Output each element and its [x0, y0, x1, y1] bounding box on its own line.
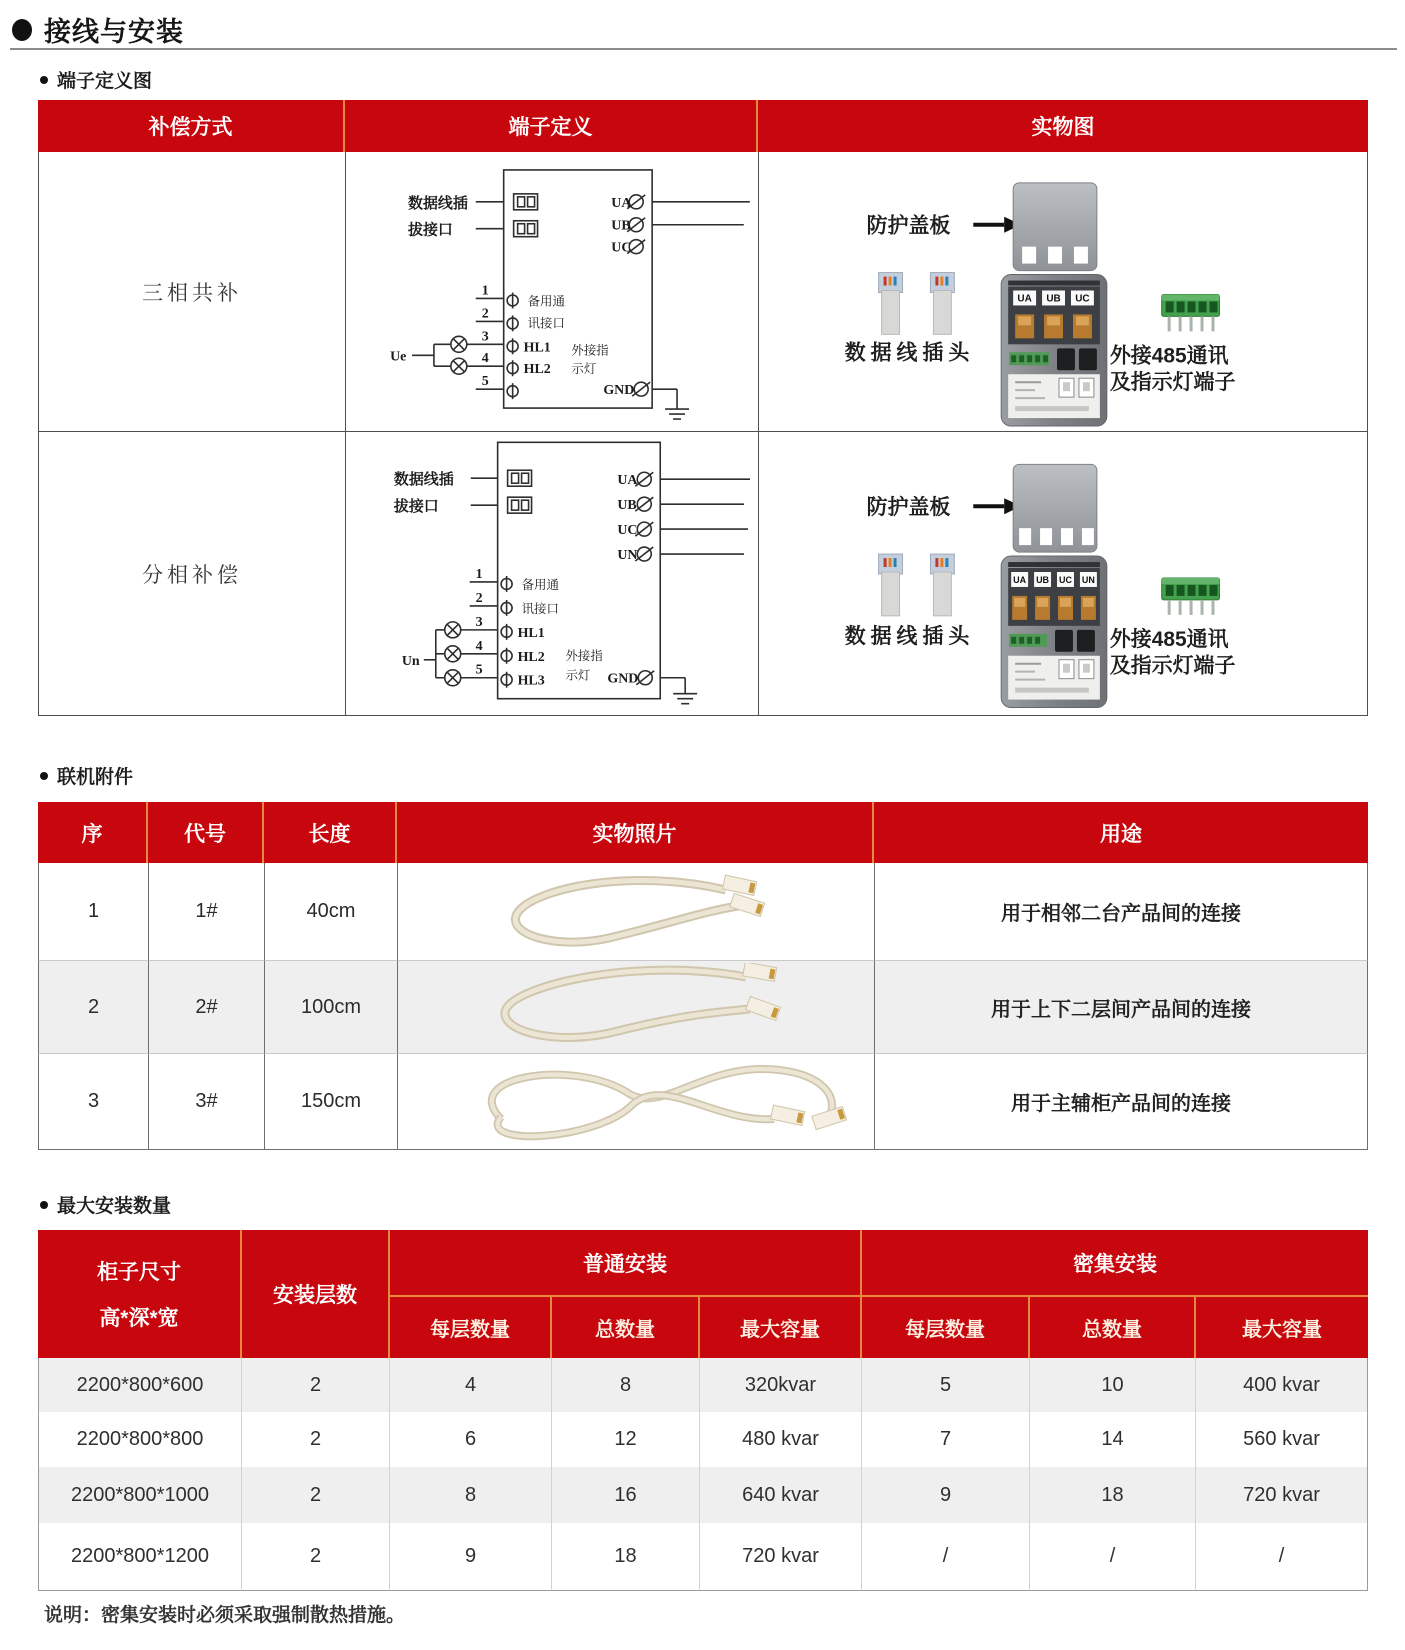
table-cell: /: [1196, 1523, 1368, 1591]
svg-text:HL1: HL1: [517, 625, 545, 641]
wiring-diagram-cell-split-phase: [345, 432, 758, 716]
section-install-label: 最大安装数量: [57, 1196, 172, 1217]
svg-text:4: 4: [481, 351, 489, 367]
svg-text:UC: UC: [1059, 574, 1072, 585]
cable-photo-cell: [397, 961, 874, 1054]
svg-text:3: 3: [475, 614, 483, 630]
header-max-capacity: 最大容量: [700, 1297, 862, 1358]
voltage-label: Un: [401, 653, 420, 669]
wiring-diagram-split-phase: [346, 432, 758, 715]
plug-label: 数据线插头: [844, 341, 975, 365]
section-accessories-label: 联机附件: [57, 767, 134, 788]
column-header-photo: 实物图: [758, 100, 1368, 152]
svg-text:UN: UN: [1081, 574, 1095, 585]
table-cell: 2200*800*800: [38, 1412, 242, 1467]
table-cell: 720 kvar: [700, 1523, 862, 1591]
bullet-icon: [40, 76, 48, 84]
table-cell: 5: [862, 1358, 1030, 1412]
table-cell: 2: [242, 1467, 390, 1523]
svg-text:讯接口: 讯接口: [521, 601, 559, 616]
header-max-capacity: 最大容量: [1196, 1297, 1368, 1358]
table-cell: 2200*800*1200: [38, 1523, 242, 1591]
product-photo-split-phase: [759, 432, 1367, 715]
table-cell: 400 kvar: [1196, 1358, 1368, 1412]
svg-text:1: 1: [475, 566, 483, 582]
page-title-text: 接线与安装: [44, 17, 184, 47]
table-cell: 2200*800*600: [38, 1358, 242, 1412]
column-header-terminal: 端子定义: [345, 100, 758, 152]
table-cell: 16: [552, 1467, 700, 1523]
table-cell: 18: [1030, 1467, 1196, 1523]
header-per-layer: 每层数量: [390, 1297, 552, 1358]
table-cell: 640 kvar: [700, 1467, 862, 1523]
table-cell: 40cm: [264, 863, 397, 961]
svg-text:UB: UB: [1046, 293, 1061, 305]
column-header-mode: 补偿方式: [38, 100, 345, 152]
table-cell: /: [1030, 1523, 1196, 1591]
cable-photo-cell: [397, 1054, 874, 1150]
column-header-code: 代号: [148, 802, 264, 863]
rj-port-icon: [508, 497, 532, 513]
table-cell: 14: [1030, 1412, 1196, 1467]
photo-cell-split-phase: [758, 432, 1368, 716]
svg-text:4: 4: [475, 638, 483, 654]
svg-text:HL3: HL3: [517, 673, 545, 689]
use-cell: 用于上下二层间产品间的连接: [874, 961, 1368, 1054]
table-cell: 8: [552, 1358, 700, 1412]
svg-text:UC: UC: [617, 523, 638, 539]
header-layers: 安装层数: [242, 1230, 390, 1358]
svg-text:5: 5: [481, 374, 489, 390]
rj-plug-photo: [879, 273, 955, 335]
rj-port-icon: [514, 194, 538, 210]
section-terminal-label: 端子定义图: [57, 71, 153, 92]
table-cell: 7: [862, 1412, 1030, 1467]
table-cell: 2: [242, 1358, 390, 1412]
svg-text:UN: UN: [617, 548, 638, 564]
svg-text:3: 3: [481, 329, 489, 345]
wiring-diagram-cell-three-phase: [345, 152, 758, 432]
header-cabinet-size: 柜子尺寸 高*深*宽: [38, 1230, 242, 1358]
ground-icon: [665, 409, 689, 419]
table-cell: 1#: [148, 863, 264, 961]
terminal-ub: UB: [611, 218, 631, 234]
lamp-icon: [445, 622, 461, 686]
column-header-photo: 实物照片: [397, 802, 874, 863]
table-cell: 320kvar: [700, 1358, 862, 1412]
terminal-definition-table: [38, 100, 1368, 716]
section-install-title: [40, 1191, 171, 1218]
device-photo: [1001, 556, 1107, 708]
cable-connector: [730, 893, 765, 916]
comm-label: 外接485通讯: [1109, 627, 1229, 651]
ground-icon: [673, 694, 697, 704]
mode-cell-three-phase: 三相共补: [38, 152, 345, 432]
lamp-icon: [451, 336, 467, 374]
table-cell: 2: [38, 961, 148, 1054]
svg-text:UB: UB: [1036, 574, 1050, 585]
svg-text:HL1: HL1: [523, 340, 551, 356]
plug-label: 数据线插头: [844, 624, 975, 648]
protective-cover: [1013, 464, 1097, 552]
use-cell: 用于相邻二台产品间的连接: [874, 863, 1368, 961]
table-cell: 8: [390, 1467, 552, 1523]
table-cell: 480 kvar: [700, 1412, 862, 1467]
rj-port-icon: [514, 221, 538, 237]
cover-label: 防护盖板: [866, 214, 951, 238]
svg-text:外接指: 外接指: [571, 343, 609, 358]
table-cell: 1: [38, 863, 148, 961]
port-label: 数据线插: [393, 471, 454, 489]
table-cell: 560 kvar: [1196, 1412, 1368, 1467]
column-header-length: 长度: [264, 802, 397, 863]
gnd-label: GND: [603, 383, 635, 399]
svg-text:5: 5: [475, 662, 483, 678]
voltage-label: Ue: [390, 349, 407, 365]
terminal-circle-icon: [501, 576, 512, 688]
svg-text:UA: UA: [1013, 574, 1027, 585]
bullet-icon: [40, 1201, 48, 1209]
use-cell: 用于主辅柜产品间的连接: [874, 1054, 1368, 1150]
cable-photo-cell: [397, 863, 874, 961]
table-cell: 2200*800*1000: [38, 1467, 242, 1523]
table-cell: 2: [242, 1523, 390, 1591]
title-divider: [10, 48, 1397, 50]
cable-connector: [746, 996, 781, 1020]
header-per-layer: 每层数量: [862, 1297, 1030, 1358]
svg-text:示灯: 示灯: [565, 668, 591, 683]
svg-text:UA: UA: [1017, 293, 1032, 305]
gnd-label: GND: [607, 671, 639, 687]
header-group-normal: 普通安装: [390, 1230, 862, 1297]
terminal-ua: UA: [611, 195, 632, 211]
svg-text:UA: UA: [617, 473, 638, 489]
page-title: [12, 10, 184, 49]
table-cell: /: [862, 1523, 1030, 1591]
table-cell: 6: [390, 1412, 552, 1467]
comm-label: 及指示灯端子: [1109, 654, 1236, 678]
accessories-table: [38, 802, 1368, 1150]
rj-plug-photo: [879, 554, 955, 616]
mode-cell-split-phase: 分相补偿: [38, 432, 345, 716]
terminal-circle-icon: [507, 292, 518, 399]
table-cell: 18: [552, 1523, 700, 1591]
bullet-icon: [12, 19, 32, 41]
table-cell: 4: [390, 1358, 552, 1412]
svg-text:HL2: HL2: [517, 649, 545, 665]
product-photo-three-phase: [759, 152, 1367, 431]
max-installation-table: [38, 1230, 1368, 1591]
terminal-clamps: [1015, 314, 1092, 338]
green-terminal-block: [1162, 578, 1220, 615]
cover-label: 防护盖板: [866, 496, 951, 520]
comm-label: 外接485通讯: [1109, 344, 1229, 368]
column-header-use: 用途: [874, 802, 1368, 863]
svg-text:1: 1: [481, 283, 489, 299]
cable-connector: [723, 875, 757, 895]
rj-port-icon: [508, 470, 532, 486]
table-cell: 3: [38, 1054, 148, 1150]
svg-text:备用通: 备用通: [521, 577, 559, 592]
svg-text:HL2: HL2: [523, 362, 551, 378]
green-terminal-block: [1162, 294, 1220, 331]
table-cell: 2: [242, 1412, 390, 1467]
table-cell: 12: [552, 1412, 700, 1467]
cable-connector: [743, 963, 777, 981]
wiring-diagram-three-phase: [346, 152, 758, 431]
table-cell: 3#: [148, 1054, 264, 1150]
svg-text:备用通: 备用通: [527, 294, 565, 309]
cable-photo-100cm: [406, 963, 866, 1051]
svg-text:外接指: 外接指: [565, 648, 603, 663]
protective-cover: [1013, 183, 1097, 271]
header-group-dense: 密集安装: [862, 1230, 1368, 1297]
table-cell: 150cm: [264, 1054, 397, 1150]
comm-label: 及指示灯端子: [1109, 371, 1236, 395]
cable-photo-40cm: [406, 866, 866, 958]
port-label: 拔接口: [393, 498, 439, 516]
svg-text:UC: UC: [1075, 293, 1090, 305]
cable-connector: [771, 1105, 805, 1125]
table-cell: 10: [1030, 1358, 1196, 1412]
photo-cell-three-phase: [758, 152, 1368, 432]
header-total: 总数量: [552, 1297, 700, 1358]
port-label: 数据线插: [408, 194, 468, 212]
device-photo: [1001, 275, 1107, 427]
table-cell: 9: [390, 1523, 552, 1591]
port-label: 拔接口: [408, 221, 453, 239]
table-cell: 9: [862, 1467, 1030, 1523]
column-header-no: 序: [38, 802, 148, 863]
svg-text:2: 2: [481, 306, 489, 322]
svg-text:UB: UB: [617, 498, 637, 514]
svg-text:2: 2: [475, 590, 483, 606]
section-terminal-title: [40, 66, 152, 93]
svg-text:示灯: 示灯: [571, 362, 597, 377]
footnote: 说明：密集安装时必须采取强制散热措施。: [44, 1605, 406, 1626]
terminal-uc: UC: [611, 240, 632, 256]
header-total: 总数量: [1030, 1297, 1196, 1358]
section-accessories-title: [40, 762, 133, 789]
table-cell: 720 kvar: [1196, 1467, 1368, 1523]
bullet-icon: [40, 772, 48, 780]
svg-text:讯接口: 讯接口: [527, 316, 565, 331]
cable-photo-150cm: [406, 1057, 866, 1147]
table-cell: 100cm: [264, 961, 397, 1054]
table-cell: 2#: [148, 961, 264, 1054]
